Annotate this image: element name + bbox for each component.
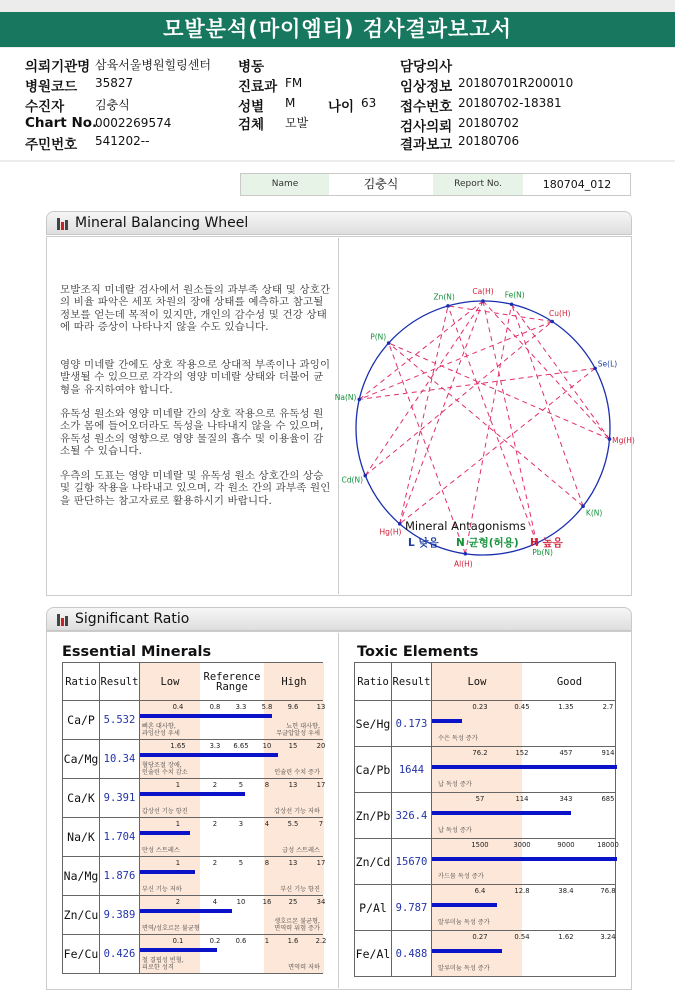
ratio-result: 9.389	[99, 896, 139, 935]
antagonism-line	[483, 301, 610, 439]
range-graph	[139, 935, 327, 974]
wheel-circle	[356, 301, 610, 558]
ratio-bar	[140, 831, 190, 835]
name-header: Name	[241, 174, 329, 195]
wheel-node-label: Pb(N)	[532, 548, 553, 558]
tick-label: 1500	[471, 841, 489, 849]
resident-label: 주민번호	[25, 137, 78, 153]
toxic-title: Toxic Elements	[357, 644, 479, 660]
low-note: 철 결핍성 빈혈, 피로한 성격	[141, 957, 184, 971]
antagonism-line	[365, 301, 483, 476]
wheel-node-dot	[363, 474, 367, 478]
wheel-node-dot	[608, 437, 612, 441]
antagonism-line	[359, 321, 552, 399]
tick-label: 5	[238, 859, 244, 867]
reported-label: 결과보고	[400, 137, 453, 153]
antagonism-line	[448, 306, 537, 543]
wheel-node-label: P(N)	[370, 332, 387, 342]
essential-row	[63, 935, 323, 974]
ratio-result: 0.426	[99, 935, 139, 974]
tick-label: 1.65	[170, 742, 186, 750]
low-note: 알루미늄 독성 증가	[437, 965, 490, 972]
wheel-node-label: Na(N)	[334, 393, 357, 403]
wheel-caption: Mineral Antagonisms	[405, 519, 526, 533]
antagonism-line	[512, 304, 610, 439]
ratio-label: Se/Hg	[355, 701, 392, 747]
wheel-desc-4: 우측의 도표는 영양 미네랄 및 유독성 원소 상호간의 상승 및 길항 작용을 나타내고 있으며, 각 원소 간의 과부족 원인을 판단하는 참고자료로 활용하시기 바랍니다.	[60, 470, 331, 507]
ratio-label: Ca/Pb	[355, 747, 392, 793]
high-note: 생호르몬 불균형, 면역력 위험 증가	[274, 918, 320, 932]
tick-label: 2	[212, 781, 218, 789]
wheel-panel-header	[46, 211, 632, 235]
sex-label: 성별	[238, 99, 265, 115]
tick-label: 2	[212, 859, 218, 867]
ratio-label: Ca/Mg	[63, 740, 100, 779]
essential-row	[63, 896, 323, 935]
wheel-node-label: Cu(H)	[549, 309, 571, 319]
tick-label: 3.3	[235, 703, 247, 711]
tick-label: 343	[559, 795, 573, 803]
hospcode-label: 병원코드	[25, 79, 78, 95]
tick-label: 7	[318, 820, 324, 828]
tick-label: 1.62	[558, 933, 574, 941]
toxic-row	[355, 931, 616, 977]
tick-label: 4	[264, 820, 270, 828]
ratio-label: Fe/Cu	[63, 935, 100, 974]
range-graph	[431, 931, 615, 977]
tick-label: 3	[238, 820, 244, 828]
ratio-bar	[432, 811, 571, 815]
tick-label: 685	[601, 795, 615, 803]
patient-label: 수진자	[25, 99, 65, 115]
low-note: 납 독성 증가	[437, 781, 472, 788]
hospcode-value: 35827	[95, 76, 134, 90]
range-graph	[139, 740, 326, 779]
ratio-result: 326.4	[391, 793, 431, 839]
tick-label: 5	[238, 781, 244, 789]
tick-label: 18000	[597, 841, 619, 849]
wheel-node-label: Hg(H)	[379, 527, 402, 537]
tick-label: 5.5	[287, 820, 299, 828]
age-value: 63	[361, 96, 377, 110]
ratio-bar	[432, 719, 462, 723]
toxic-table	[354, 662, 619, 977]
high-note: 뇨헌 대사향, 무글압알성 우세	[276, 723, 320, 737]
report-header: Report No.	[433, 174, 523, 195]
tick-label: 9000	[557, 841, 575, 849]
low-note: 알루미늄 독성 증가	[437, 919, 490, 926]
ratio-label: Zn/Cd	[355, 839, 392, 885]
antagonism-line	[359, 368, 595, 399]
antagonism-line	[448, 306, 552, 322]
ratio-bar	[140, 753, 278, 757]
reference-header: Reference Range	[203, 670, 261, 693]
low-note: 부신 기능 저하	[141, 886, 182, 893]
tick-label: 1.6	[287, 937, 299, 945]
specimen-label: 검체	[238, 117, 265, 133]
divider	[338, 633, 339, 988]
tick-label: 5.8	[261, 703, 273, 711]
toxic-row	[355, 793, 616, 839]
range-graph	[431, 701, 615, 747]
tick-label: 6.4	[474, 887, 486, 895]
tick-label: 17	[316, 781, 326, 789]
tick-label: 76.8	[600, 887, 616, 895]
dept-value: FM	[285, 76, 303, 90]
ratio-label: Zn/Cu	[63, 896, 100, 935]
tick-label: 1	[175, 820, 181, 828]
tick-label: 3000	[513, 841, 531, 849]
toxic-row	[355, 885, 616, 931]
tick-label: 2	[175, 898, 181, 906]
tick-label: 2.7	[602, 703, 614, 711]
antagonism-line	[465, 304, 511, 554]
ratio-label: Ca/P	[63, 701, 100, 740]
range-graph	[431, 885, 615, 931]
tick-label: 0.6	[235, 937, 247, 945]
low-note: 혈당조절 장애, 인슐린 수치 감소	[141, 762, 188, 776]
ratio-label: Na/Mg	[63, 857, 100, 896]
ratio-bar	[432, 765, 617, 769]
ratio-result: 0.173	[391, 701, 431, 747]
ratio-header: Ratio	[63, 663, 100, 701]
ratio-bar	[140, 909, 232, 913]
wheel-node-dot	[464, 552, 468, 556]
range-header	[431, 663, 615, 701]
wheel-desc-3: 유독성 원소와 영양 미네랄 간의 상호 작용으로 유독성 원소가 몸에 들어오더라도 독성을 나타내지 않을 수 있으며, 유독성 원소의 영향으로 영양 물질의 흡수 및 이용율이 감소될 수 있습니다.	[60, 408, 324, 458]
tick-label: 0.8	[209, 703, 221, 711]
ratio-bar	[140, 714, 272, 718]
toxic-row	[355, 701, 616, 747]
tick-label: 4	[212, 898, 218, 906]
requested-label: 검사의뢰	[400, 119, 453, 135]
range-graph	[431, 839, 619, 885]
tick-label: 10	[236, 898, 246, 906]
ratio-bar	[140, 870, 195, 874]
wheel-node-label: Ca(H)	[472, 287, 494, 296]
tick-label: 0.1	[172, 937, 184, 945]
ratio-result: 9.787	[391, 885, 431, 931]
tick-label: 914	[601, 749, 615, 757]
antagonism-line	[359, 301, 483, 399]
low-note: 납 독성 증가	[437, 827, 472, 834]
clinical-value: 20180701R200010	[458, 76, 574, 90]
doctor-label: 담당의사	[400, 59, 453, 75]
report-value: 180704_012	[542, 178, 612, 191]
high-note: 갑상선 기능 저하	[274, 808, 320, 815]
tick-label: 2.2	[315, 937, 327, 945]
ratio-title: Significant Ratio	[75, 611, 190, 627]
tick-label: 1	[175, 859, 181, 867]
tick-label: 12.8	[514, 887, 530, 895]
wheel-node-dot	[581, 504, 585, 508]
tick-label: 1.35	[558, 703, 574, 711]
essential-row	[63, 701, 323, 740]
wheel-node-dot	[446, 304, 450, 308]
ratio-label: Fe/Al	[355, 931, 392, 977]
tick-label: 10	[262, 742, 272, 750]
name-value: 김충식	[363, 177, 399, 191]
clinical-label: 임상정보	[400, 79, 453, 95]
dept-label: 진료과	[238, 79, 278, 95]
ward-label: 병동	[238, 59, 265, 75]
ratio-result: 5.532	[99, 701, 139, 740]
ratio-result: 0.488	[391, 931, 431, 977]
low-note: 면역/성호르몬 불균형	[141, 925, 200, 932]
legend-normal: N 균형(허용)	[456, 537, 519, 549]
org-value: 삼육서울병원힐링센터	[95, 58, 211, 72]
tick-label: 76.2	[472, 749, 488, 757]
tick-label: 457	[559, 749, 573, 757]
tick-label: 3.3	[209, 742, 221, 750]
toxic-row	[355, 839, 616, 885]
wheel-node-label: Zn(N)	[433, 292, 455, 302]
essential-row	[63, 857, 323, 896]
range-graph	[139, 896, 326, 935]
reported-value: 20180706	[458, 134, 520, 148]
wheel-node-label: Mg(H)	[612, 435, 635, 445]
low-note: 뼈흔 대사향, 과잉산성 우세	[141, 723, 180, 737]
tick-label: 57	[475, 795, 485, 803]
tick-label: 8	[264, 859, 270, 867]
tick-label: 1	[264, 937, 270, 945]
low-header: Low	[160, 675, 180, 688]
low-header: Low	[467, 675, 487, 688]
tick-label: 0.54	[514, 933, 530, 941]
tick-label: 6.65	[233, 742, 249, 750]
wheel-node-label: Fe(N)	[504, 290, 525, 300]
receipt-value: 20180702-18381	[458, 96, 562, 110]
wheel-node-dot	[398, 522, 402, 526]
ratio-result: 10.34	[99, 740, 139, 779]
ratio-bar	[432, 903, 497, 907]
report-title: 모발분석(마이엠티) 검사결과보고서	[0, 12, 675, 47]
ratio-bar	[432, 857, 617, 861]
ratio-bar	[140, 792, 245, 796]
essential-row	[63, 740, 323, 779]
high-note: 급성 스트레스	[282, 847, 320, 854]
essential-table	[62, 662, 327, 974]
tick-label: 1	[175, 781, 181, 789]
wheel-node-dot	[481, 299, 485, 303]
requested-value: 20180702	[458, 116, 520, 130]
wheel-desc-1: 모발조직 미네랄 검사에서 원소들의 과부족 상태 및 상호간의 비율 파악은 세포 차원의 장애 상태를 예측하고 참고될 정보를 얻는데 목적이 있지만, 개인의 감수성 및 건강 상태에 따라 증상이 나타나지 않을 수도 있습니다.	[60, 284, 331, 334]
name-report-table	[240, 173, 631, 196]
wheel-desc-2: 영양 미네랄 간에도 상호 작용으로 상대적 부족이나 과잉이 발생될 수 있으므로 각각의 영양 미네랄 상태와 더불어 균형을 유지하여야 합니다.	[60, 359, 331, 396]
receipt-label: 접수번호	[400, 99, 453, 115]
divider	[338, 238, 339, 594]
ratio-result: 1644	[391, 747, 431, 793]
toxic-row	[355, 747, 616, 793]
range-graph	[139, 779, 326, 818]
tick-label: 0.2	[209, 937, 221, 945]
ratio-label: Zn/Pb	[355, 793, 392, 839]
ratio-result: 9.391	[99, 779, 139, 818]
tick-label: 0.23	[472, 703, 488, 711]
mineral-wheel	[334, 250, 635, 569]
sex-value: M	[285, 96, 296, 110]
range-graph	[431, 747, 615, 793]
tick-label: 15	[288, 742, 298, 750]
low-note: 만성 스트레스	[141, 847, 180, 854]
wheel-node-label: Se(L)	[597, 359, 618, 369]
chart-icon	[57, 218, 69, 230]
chart-label: Chart No.	[25, 115, 98, 131]
tick-label: 13	[288, 781, 298, 789]
ratio-header: Ratio	[355, 663, 392, 701]
wheel-title: Mineral Balancing Wheel	[75, 215, 249, 231]
ratio-label: Na/K	[63, 818, 100, 857]
ratio-result: 1.876	[99, 857, 139, 896]
tick-label: 3.24	[600, 933, 616, 941]
high-note: 부신 기능 항진	[280, 886, 320, 893]
tick-label: 0.4	[172, 703, 184, 711]
tick-label: 13	[288, 859, 298, 867]
age-label: 나이	[328, 99, 355, 115]
ratio-label: P/Al	[355, 885, 392, 931]
essential-title: Essential Minerals	[62, 644, 212, 660]
good-header: Good	[556, 675, 583, 688]
chart-value: 0002269574	[95, 116, 172, 130]
range-graph	[431, 793, 615, 839]
wheel-node-dot	[510, 302, 514, 306]
tick-label: 8	[264, 781, 270, 789]
tick-label: 16	[262, 898, 272, 906]
patient-value: 김충식	[95, 98, 130, 112]
tick-label: 20	[316, 742, 326, 750]
tick-label: 25	[288, 898, 298, 906]
high-note: 인슐린 수치 증가	[274, 769, 320, 776]
tick-label: 2	[212, 820, 218, 828]
range-graph	[139, 701, 326, 740]
wheel-node-dot	[357, 398, 361, 402]
low-note: 갑상선 기능 항진	[141, 808, 188, 815]
patient-info	[0, 48, 675, 160]
ratio-panel-header	[46, 607, 632, 631]
legend-low: L 낮음	[408, 537, 439, 549]
wheel-node-label: Al(H)	[454, 559, 473, 569]
wheel-node-dot	[593, 367, 597, 371]
resident-value: 541202--	[95, 134, 150, 148]
high-note: 면역력 저하	[288, 964, 320, 971]
result-header: Result	[99, 663, 139, 701]
tick-label: 38.4	[558, 887, 574, 895]
tick-label: 0.45	[514, 703, 530, 711]
essential-row	[63, 779, 323, 818]
tick-label: 152	[515, 749, 529, 757]
ratio-bar	[140, 948, 217, 952]
range-header	[139, 663, 322, 701]
essential-row	[63, 818, 323, 857]
result-header: Result	[391, 663, 431, 701]
tick-label: 13	[316, 703, 326, 711]
range-graph	[139, 857, 326, 896]
org-label: 의뢰기관명	[25, 59, 91, 75]
tick-label: 34	[316, 898, 326, 906]
tick-label: 114	[515, 795, 529, 803]
tick-label: 17	[316, 859, 326, 867]
ratio-label: Ca/K	[63, 779, 100, 818]
wheel-node-dot	[387, 341, 391, 345]
low-note: 수은 독성 증가	[437, 735, 478, 742]
wheel-node-label: Cd(N)	[341, 475, 364, 485]
high-header: High	[281, 675, 307, 688]
tick-label: 0.27	[472, 933, 488, 941]
ratio-bar	[432, 949, 502, 953]
specimen-value: 모발	[285, 116, 309, 130]
tick-label: 9.6	[287, 703, 299, 711]
wheel-node-dot	[550, 320, 554, 324]
wheel-node-label: K(N)	[585, 508, 603, 518]
range-graph	[139, 818, 322, 857]
legend-high: H 높음	[530, 537, 563, 549]
ratio-result: 1.704	[99, 818, 139, 857]
low-note: 카드뮴 독성 증가	[437, 873, 484, 880]
chart-icon	[57, 614, 69, 626]
ratio-result: 15670	[391, 839, 431, 885]
